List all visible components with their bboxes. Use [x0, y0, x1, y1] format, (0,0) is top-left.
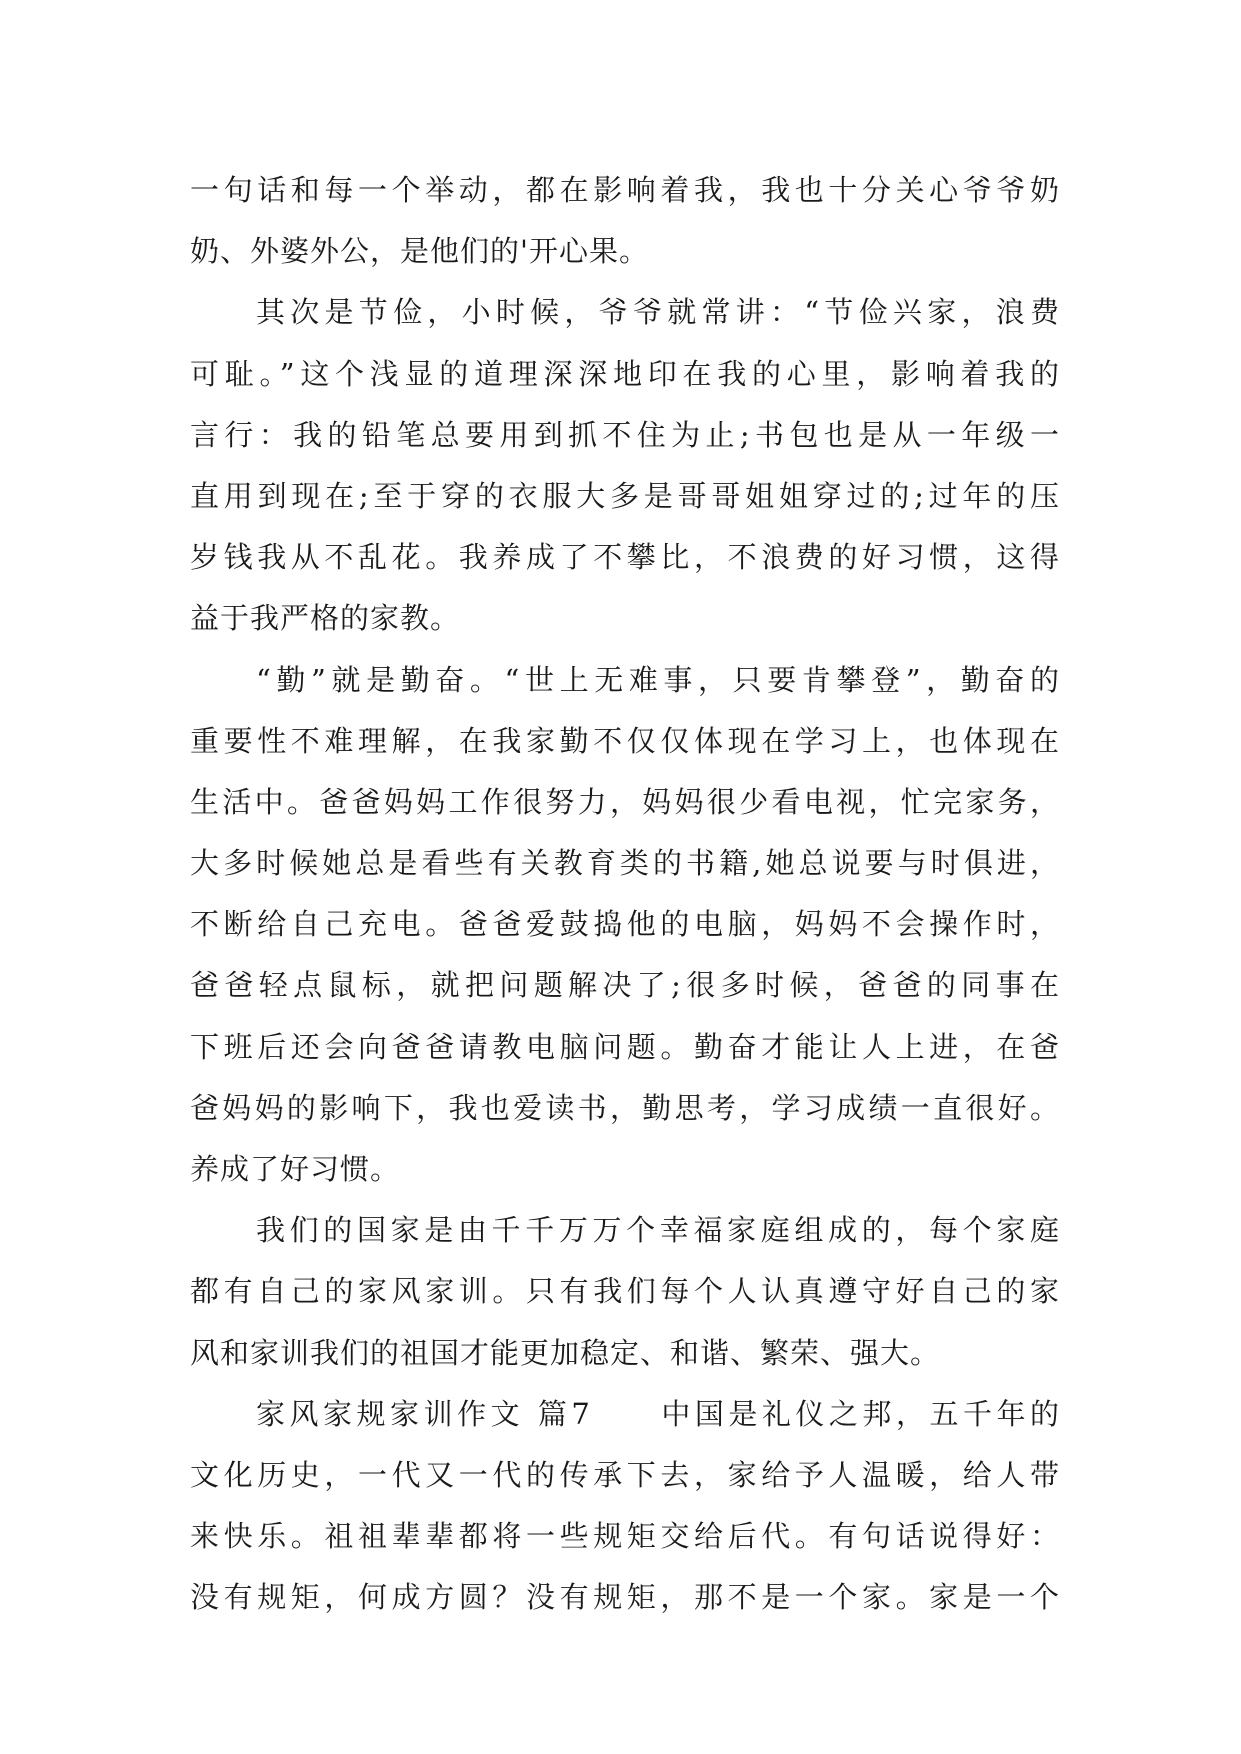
text-line: 直用到现在;至于穿的衣服大多是哥哥姐姐穿过的;过年的压 — [190, 478, 1060, 513]
text-line: 爸爸轻点鼠标，就把问题解决了;很多时候，爸爸的同事在 — [190, 968, 1060, 1003]
text-line: 可耻。”这个浅显的道理深深地印在我的心里，影响着我的 — [190, 356, 1060, 391]
text-line: 生活中。爸爸妈妈工作很努力，妈妈很少看电视，忙完家务， — [190, 784, 1060, 819]
document-body — [190, 160, 1060, 1629]
text-line: 我们的国家是由千千万万个幸福家庭组成的，每个家庭 — [256, 1213, 1060, 1248]
text-line: 爸妈妈的影响下，我也爱读书，勤思考，学习成绩一直很好。 — [190, 1090, 1060, 1125]
text-line: 岁钱我从不乱花。我养成了不攀比，不浪费的好习惯，这得 — [190, 540, 1060, 575]
text-line: 益于我严格的家教。 — [190, 601, 461, 636]
text-line: 奶、外婆外公，是他们的'开心果。 — [190, 234, 649, 269]
text-line: 家风家规家训作文 篇7 中国是礼仪之邦，五千年的 — [256, 1396, 1060, 1431]
text-line: 下班后还会向爸爸请教电脑问题。勤奋才能让人上进，在爸 — [190, 1029, 1060, 1064]
text-line: 言行：我的铅笔总要用到抓不住为止;书包也是从一年级一 — [190, 417, 1060, 452]
text-line: 其次是节俭，小时候，爷爷就常讲：“节俭兴家，浪费 — [256, 295, 1060, 330]
text-line: 重要性不难理解，在我家勤不仅仅体现在学习上，也体现在 — [190, 723, 1060, 758]
text-line: 大多时候她总是看些有关教育类的书籍,她总说要与时俱进， — [190, 846, 1060, 881]
text-line: 一句话和每一个举动，都在影响着我，我也十分关心爷爷奶 — [190, 173, 1060, 207]
text-line: 风和家训我们的祖国才能更加稳定、和谐、繁荣、强大。 — [190, 1335, 941, 1370]
text-line: “勤”就是勤奋。“世上无难事，只要肯攀登”，勤奋的 — [256, 662, 1060, 697]
text-line: 来快乐。祖祖辈辈都将一些规矩交给后代。有句话说得好： — [190, 1519, 1060, 1554]
text-line: 没有规矩，何成方圆？没有规矩，那不是一个家。家是一个 — [190, 1580, 1060, 1615]
text-line: 不断给自己充电。爸爸爱鼓捣他的电脑，妈妈不会操作时， — [190, 907, 1060, 942]
text-line: 文化历史，一代又一代的传承下去，家给予人温暖，给人带 — [190, 1457, 1060, 1492]
text-line: 养成了好习惯。 — [190, 1152, 401, 1186]
text-line: 都有自己的家风家训。只有我们每个人认真遵守好自己的家 — [190, 1274, 1060, 1309]
